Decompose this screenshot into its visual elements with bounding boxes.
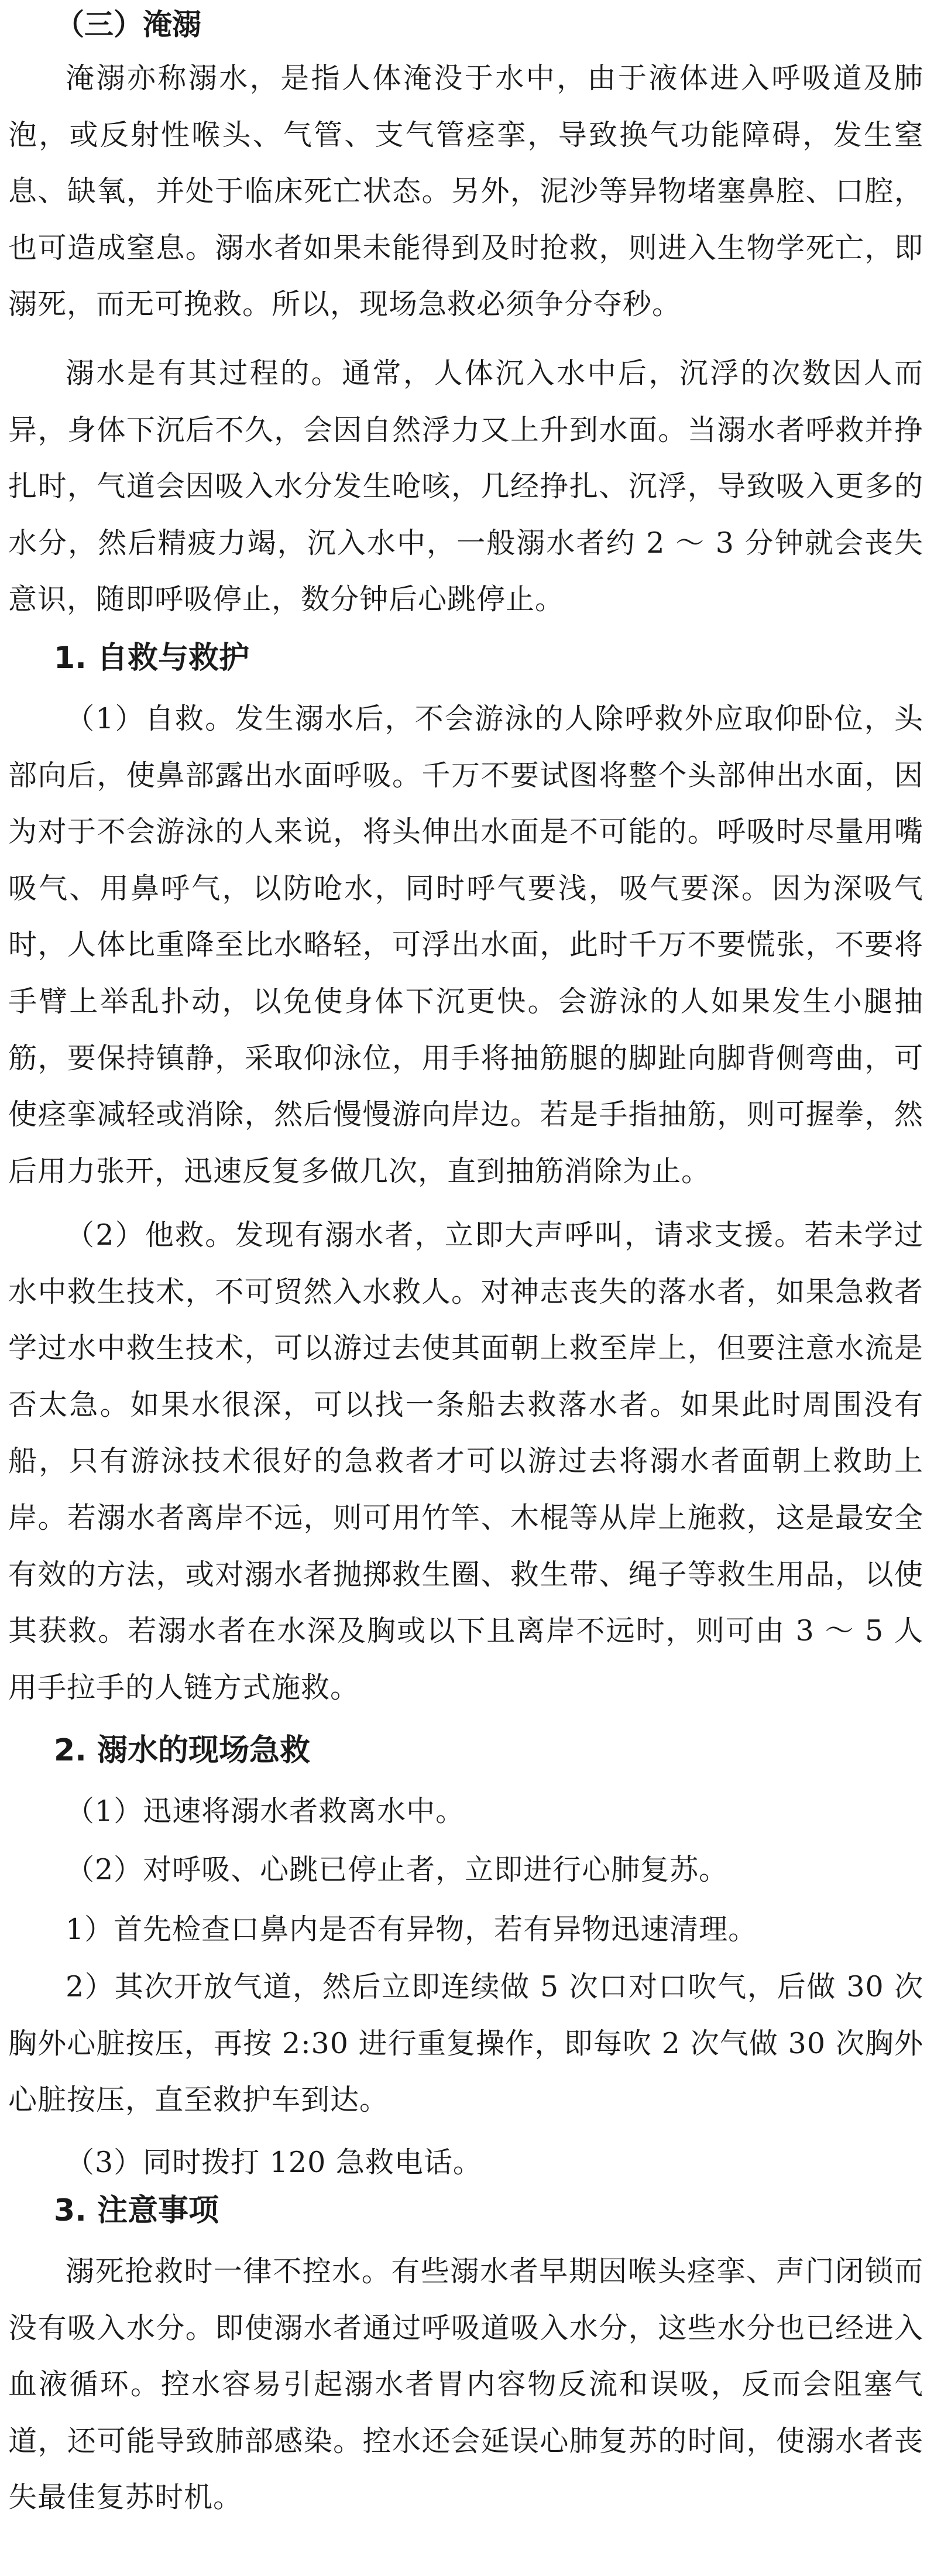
section-2-heading: 2. 溺水的现场急救 [54, 1733, 311, 1768]
intro-paragraph-2: 溺水是有其过程的。通常，人体沉入水中后，沉浮的次数因人而异，身体下沉后不久，会因自然浮力又上升到水面。当溺水者呼救并挣扎时，气道会因吸入水分发生呛咳，几经挣扎、沉浮，导致吸入更多的水分，然后精疲力竭，沉入水中，一般溺水者约 2 ～ 3 分钟就会丧失意识，随即呼吸停止，数分钟后心跳停止。 [8, 357, 923, 616]
section-3-paragraph: 溺死抢救时一律不控水。有些溺水者早期因喉头痉挛、声门闭锁而没有吸入水分。即使溺水者通过呼吸道吸入水分，这些水分也已经进入血液循环。控水容易引起溺水者胃内容物反流和误吸，反而会阻塞气道，还可能导致肺部感染。控水还会延误心肺复苏的时间，使溺水者丧失最佳复苏时机。 [8, 2255, 923, 2515]
section-2-item-2-2: 2）其次开放气道，然后立即连续做 5 次口对口吹气，后做 30 次胸外心脏按压，再按 2:30 进行重复操作，即每吹 2 次气做 30 次胸外心脏按压，直至救护车到达。 [8, 1970, 923, 2117]
section-1-heading: 1. 自救与救护 [54, 640, 250, 676]
section-title: （三）淹溺 [55, 8, 201, 42]
section-3-heading: 3. 注意事项 [54, 2193, 219, 2228]
section-2-item-2: （2）对呼吸、心跳已停止者，立即进行心肺复苏。 [66, 1853, 729, 1886]
intro-paragraph-1: 淹溺亦称溺水，是指人体淹没于水中，由于液体进入呼吸道及肺泡，或反射性喉头、气管、支气管痉挛，导致换气功能障碍，发生窒息、缺氧，并处于临床死亡状态。另外，泥沙等异物堵塞鼻腔、口腔，也可造成窒息。溺水者如果未能得到及时抢救，则进入生物学死亡，即溺死，而无可挽救。所以，现场急救必须争分夺秒。 [8, 61, 923, 321]
section-2-item-1: （1）迅速将溺水者救离水中。 [66, 1794, 465, 1828]
section-2-item-2-1: 1）首先检查口鼻内是否有异物，若有异物迅速清理。 [66, 1913, 758, 1946]
section-1-paragraph-rescue-others: （2）他救。发现有溺水者，立即大声呼叫，请求支援。若未学过水中救生技术，不可贸然入水救人。对神志丧失的落水者，如果急救者学过水中救生技术，可以游过去使其面朝上救至岸上，但要注意水流是否太急。如果水很深，可以找一条船去救落水者。如果此时周围没有船，只有游泳技术很好的急救者才可以游过去将溺水者面朝上救助上岸。若溺水者离岸不远，则可用竹竿、木棍等从岸上施救，这是最安全有效的方法，或对溺水者抛掷救生圈、救生带、绳子等救生用品，以使其获救。若溺水者在水深及胸或以下且离岸不远时，则可由 3 ～ 5 人用手拉手的人链方式施救。 [8, 1218, 923, 1704]
section-1-paragraph-self-rescue: （1）自救。发生溺水后，不会游泳的人除呼救外应取仰卧位，头部向后，使鼻部露出水面呼吸。千万不要试图将整个头部伸出水面，因为对于不会游泳的人来说，将头伸出水面是不可能的。呼吸时尽量用嘴吸气、用鼻呼气，以防呛水，同时呼气要浅，吸气要深。因为深吸气时，人体比重降至比水略轻，可浮出水面，此时千万不要慌张，不要将手臂上举乱扑动，以免使身体下沉更快。会游泳的人如果发生小腿抽筋，要保持镇静，采取仰泳位，用手将抽筋腿的脚趾向脚背侧弯曲，可使痉挛减轻或消除，然后慢慢游向岸边。若是手指抽筋，则可握拳，然后用力张开，迅速反复多做几次，直到抽筋消除为止。 [8, 702, 923, 1188]
section-2-item-3: （3）同时拨打 120 急救电话。 [66, 2146, 482, 2179]
